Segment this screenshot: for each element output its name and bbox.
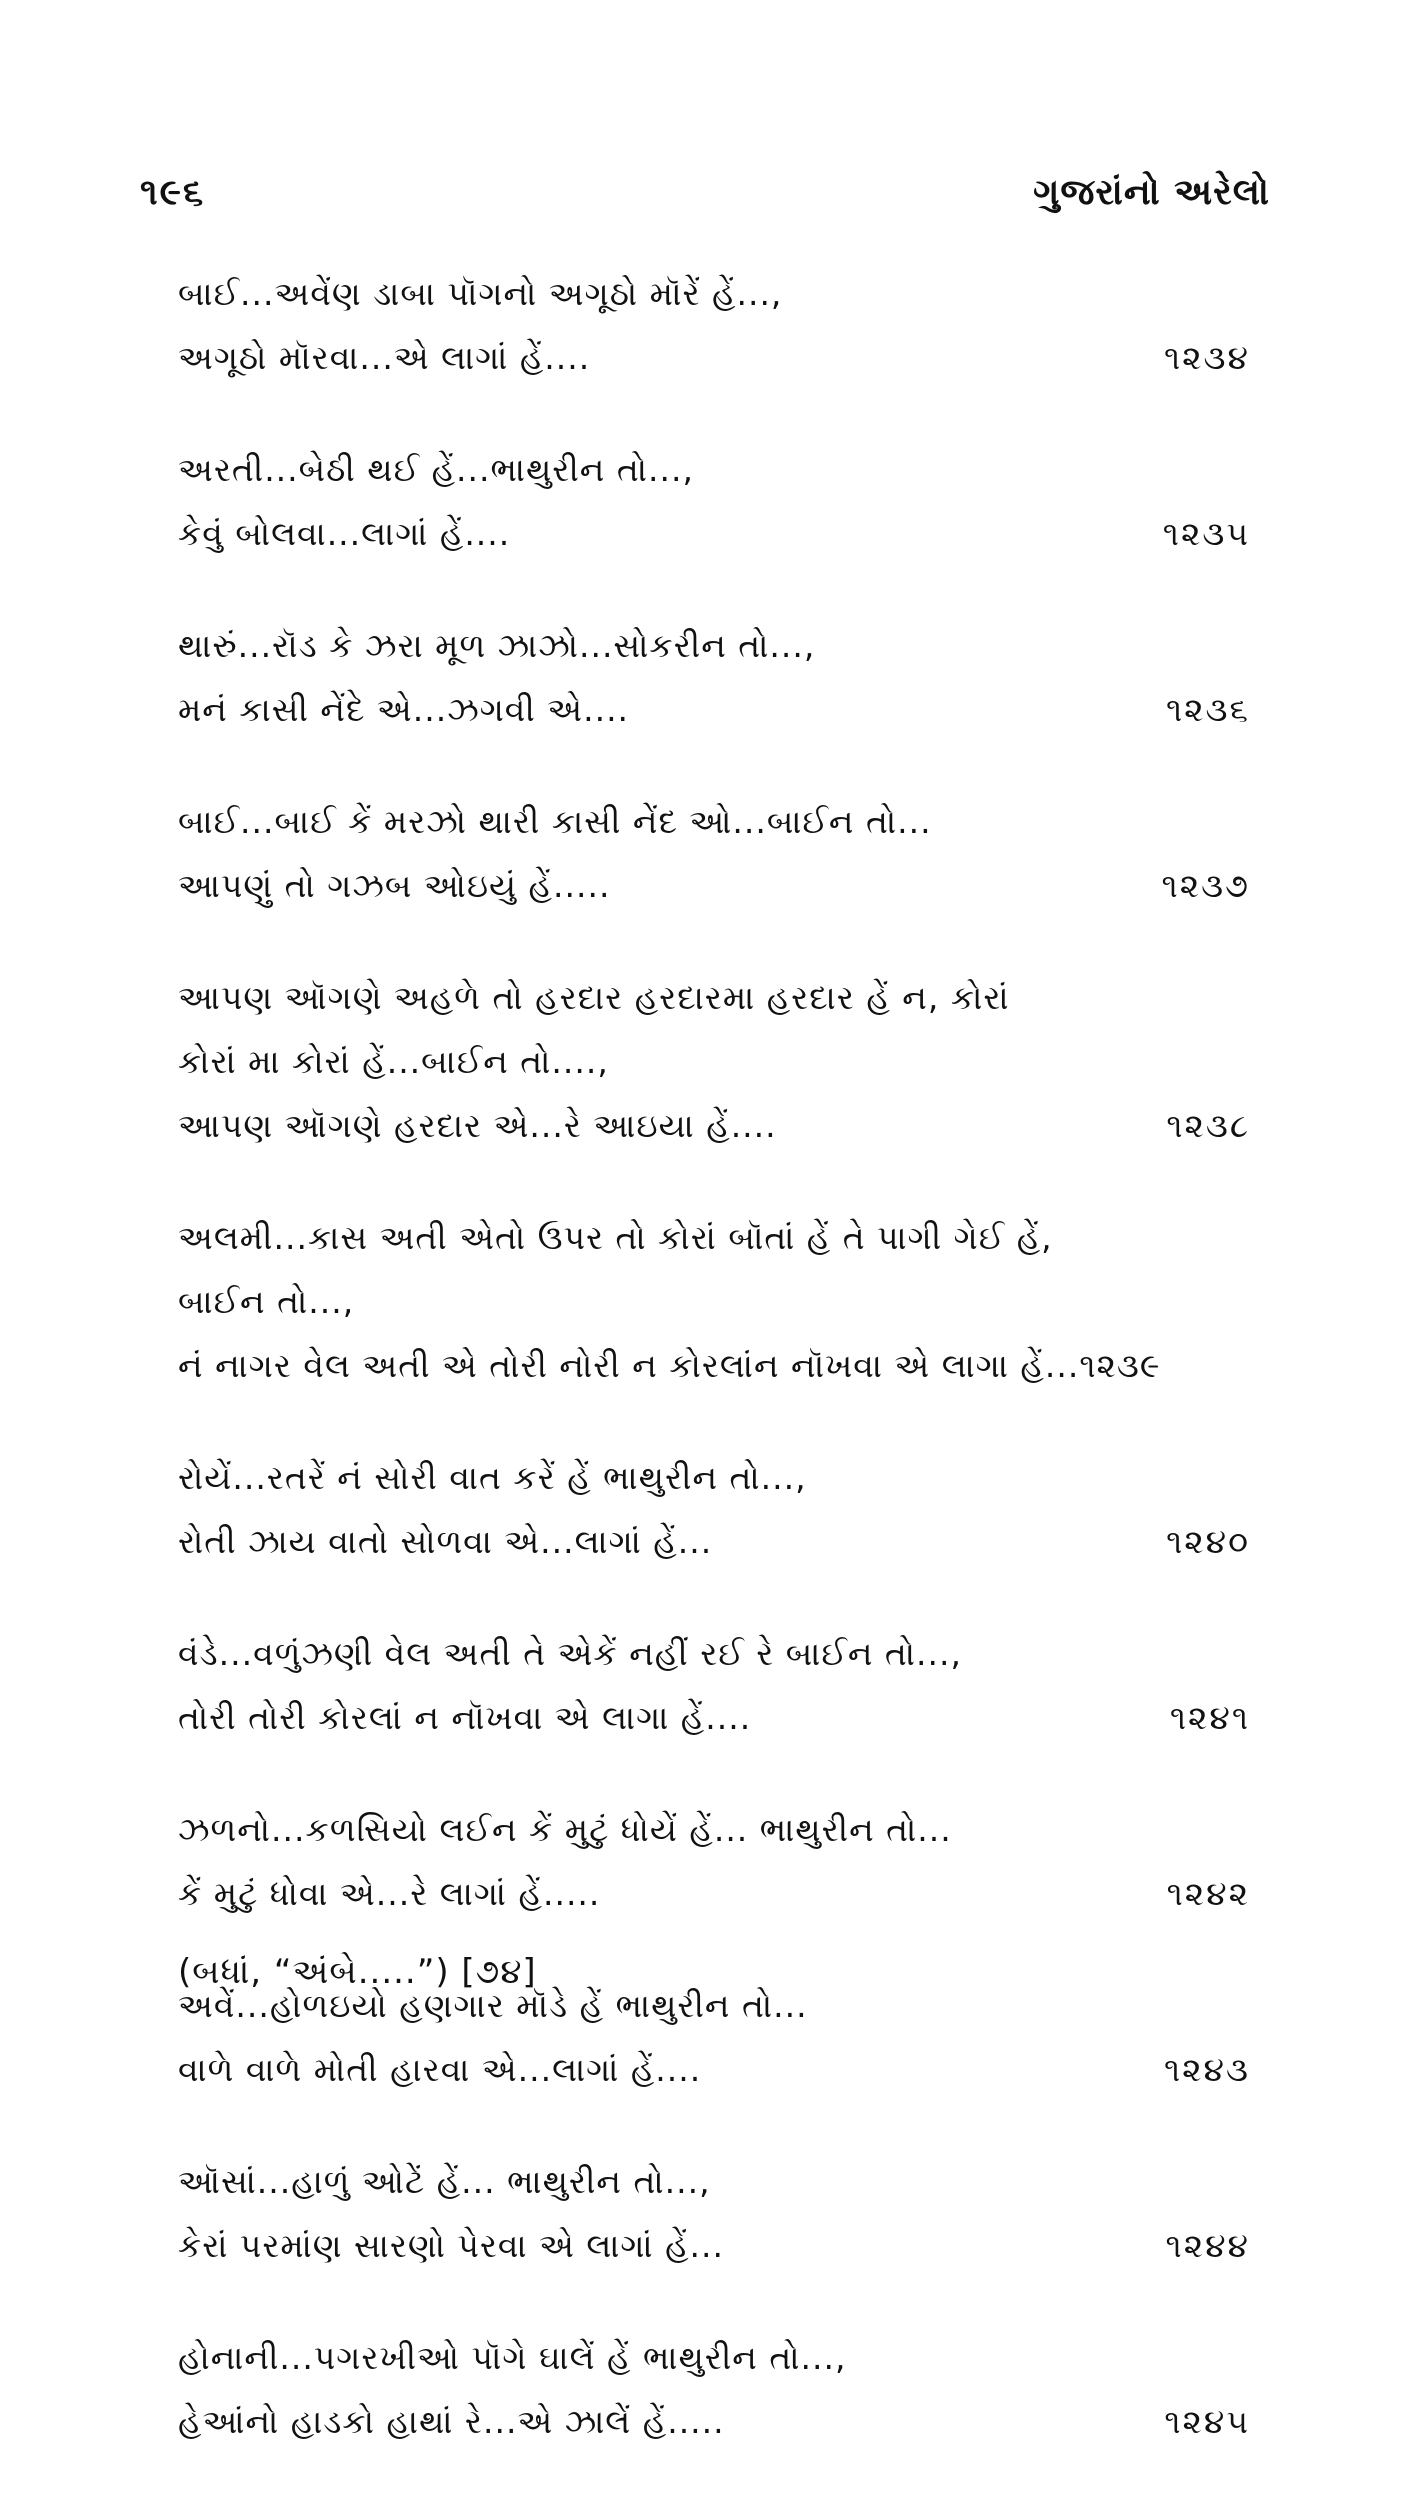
verse-line: અરતી...બેઠી થઈ હેં...ભાથુરીન તો..., [178, 450, 694, 489]
verse-line: અગૂઠો મૉરવા...એ લાગાં હેં.... [178, 338, 591, 377]
stanza-number: ૧૨૪૦ [1166, 1522, 1250, 1561]
stanza-1236 [178, 614, 1258, 742]
verse-line: હેઆંનો હાડકો હાથાં રે...એ ઝાલેં હેં..... [178, 2402, 725, 2441]
stanza-1238 [178, 966, 1258, 1158]
stanza-number: ૧૨૪૪ [1165, 2226, 1250, 2265]
stanza-number: ૧૨૩૮ [1166, 1106, 1250, 1145]
verse-line: અવેં...હોળઇયો હણગાર મૉડે હેં ભાથુરીન તો... [178, 1986, 808, 2025]
stanza-number: ૧૨૩૭ [1161, 866, 1250, 905]
running-title: ગુજરાંનો અરેલો [1033, 172, 1270, 213]
stanza-1234 [178, 262, 1258, 390]
verse-line: રોયેં...રતરેં નં સોરી વાત કરેં હેં ભાથુરીન તો..., [178, 1458, 807, 1497]
stanza-number: ૧૨૩૫ [1162, 514, 1250, 553]
stanza-1242 [178, 1798, 1258, 1926]
page-number: ૧૯૬ [140, 172, 206, 213]
verse-line: તોરી તોરી કોરલાં ન નૉખવા એ લાગા હેં.... [178, 1698, 752, 1737]
verse-line: થારું...રૉડ કે ઝરા મૂળ ઝાઝો...સોકરીન તો..., [178, 626, 816, 665]
stanza-number: ૧૨૪૫ [1164, 2402, 1250, 2441]
verse-line: આપણ ઑગણે અહળે તો હરદાર હરદારમા હરદાર હેં ન, કોરાં [178, 978, 1010, 1017]
stanza-1244 [178, 2150, 1258, 2278]
stanza-1235 [178, 438, 1258, 566]
stanza-number: ૧૨૩૬ [1166, 690, 1250, 729]
verse-line: રોતી ઝાય વાતો સોળવા એ...લાગાં હેં... [178, 1522, 713, 1561]
verse-line: વાળે વાળે મોતી હારવા એ...લાગાં હેં.... [178, 2050, 702, 2089]
page-header [140, 172, 1270, 222]
stanza-1241 [178, 1622, 1258, 1750]
refrain-note: (બધાં, “અંબે.....”) [૭૪] [178, 1952, 537, 1992]
verse-line: બાઈ...બાઈ કેં મરઝો થારી કાસી નેંદ ઓ...બાઈન તો... [178, 802, 932, 841]
stanza-1240 [178, 1446, 1258, 1574]
stanza-1245 [178, 2326, 1258, 2454]
verse-line: નં નાગર વેલ અતી એ તોરી નોરી ન કોરલાંન નૉખવા એ લાગા હેં...૧૨૩૯ [178, 1346, 1161, 1385]
verse-line: કેં મુટું ધોવા એ...રે લાગાં હેં..... [178, 1874, 601, 1913]
verse-line: બાઈ...અવેંણ ડાબા પૉગનો અગૂઠો મૉરેં હેં..., [178, 274, 783, 313]
stanza-1239 [178, 1206, 1258, 1398]
verse-line: આપણ ઑગણે હરદાર એ...રે આઇયા હેં.... [178, 1106, 777, 1145]
verse-line: ઝળનો...કળસિયો લઈન કેં મુટું ધોયેં હેં... ભાથુરીન તો... [178, 1810, 952, 1849]
stanza-1237 [178, 790, 1258, 918]
stanza-number: ૧૨૪૨ [1166, 1874, 1250, 1913]
stanza-number: ૧૨૪૩ [1164, 2050, 1250, 2089]
verse-line: કેવું બોલવા...લાગાં હેં.... [178, 514, 511, 553]
stanza-number: ૧૨૩૪ [1164, 338, 1250, 377]
verse-line: બાઈન તો..., [178, 1282, 355, 1321]
verse-line: મનં કાસી નેંદે એ...ઝગવી એ.... [178, 690, 630, 729]
verse-line: હોનાની...પગરખીઓ પૉગે ઘાલેં હેં ભાથુરીન તો..., [178, 2338, 847, 2377]
stanza-number: ૧૨૪૧ [1169, 1698, 1250, 1737]
verse-line: વંડે...વળુંઝણી વેલ અતી તે એકેં નહીં રઈ રે બાઈન તો..., [178, 1634, 962, 1673]
verse-line: આપણું તો ગઝબ ઓઇયું હેં..... [178, 866, 611, 905]
verse-line: કેરાં પરમાંણ સારણો પેરવા એ લાગાં હેં... [178, 2226, 724, 2265]
verse-line: અલમી...કાસ અતી એતો ઉપર તો કોરાં બૉતાં હેં તે પાગી ગેઈ હેં, [178, 1218, 1053, 1257]
verse-body [178, 262, 1258, 2502]
verse-line: કોરાં મા કોરાં હેં...બાઈન તો...., [178, 1042, 609, 1081]
verse-line: ઑસાં...હાળું ઓટેં હેં... ભાથુરીન તો..., [178, 2162, 711, 2201]
